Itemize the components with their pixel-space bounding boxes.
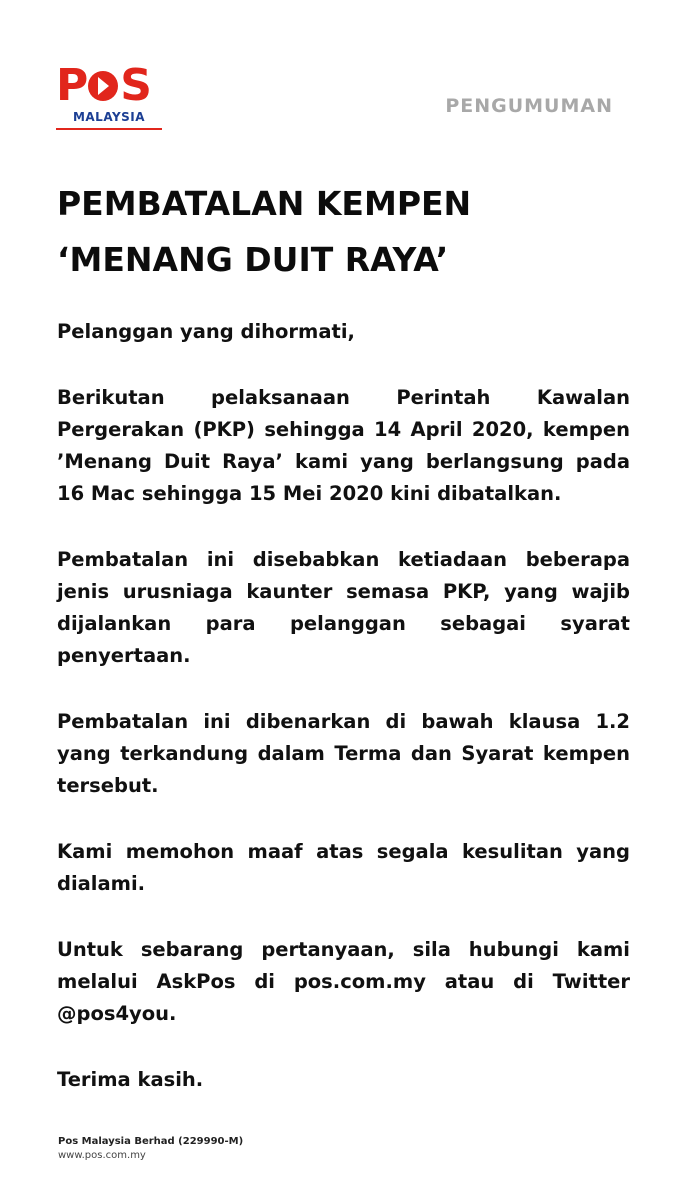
logo-arrow-icon (88, 69, 118, 103)
logo-subtitle: MALAYSIA (72, 110, 146, 124)
pos-malaysia-logo (56, 60, 166, 132)
title-line-2: ‘MENANG DUIT RAYA’ (57, 240, 449, 279)
paragraph-pkp: Berikutan pelaksanaan Perintah Kawalan Pergerakan (PKP) sehingga 14 April 2020, kempen ’Menang Duit Raya’ kami yang berlangsung pada 16 Mac sehingga 15 Mei 2020 kini dibatalkan. (57, 386, 630, 505)
paragraph-apology: Kami memohon maaf atas segala kesulitan yang dialami. (57, 840, 630, 895)
title-line-1: PEMBATALAN KEMPEN (57, 184, 472, 223)
announcement-body (57, 316, 630, 1130)
paragraph-reason: Pembatalan ini disebabkan ketiadaan beberapa jenis urusniaga kaunter semasa PKP, yang wajib dijalankan para pelanggan sebagai syarat penyertaan. (57, 548, 630, 667)
logo-wordmark (56, 60, 162, 111)
page-title (57, 176, 471, 288)
footer-website: www.pos.com.my (58, 1150, 146, 1161)
logo-letter-p: P (56, 60, 87, 111)
paragraph-clause: Pembatalan ini dibenarkan di bawah klausa 1.2 yang terkandung dalam Terma dan Syarat kempen tersebut. (57, 710, 630, 797)
paragraph-contact: Untuk sebarang pertanyaan, sila hubungi kami melalui AskPos di pos.com.my atau di Twitter @pos4you. (57, 938, 630, 1025)
footer-company: Pos Malaysia Berhad (229990-M) (58, 1136, 244, 1147)
announcement-tag: PENGUMUMAN (445, 95, 613, 117)
footer (58, 1135, 243, 1163)
greeting: Pelanggan yang dihormati, (57, 320, 355, 343)
closing: Terima kasih. (57, 1068, 204, 1091)
logo-underline (56, 128, 162, 130)
logo-letter-s: S (120, 60, 150, 111)
